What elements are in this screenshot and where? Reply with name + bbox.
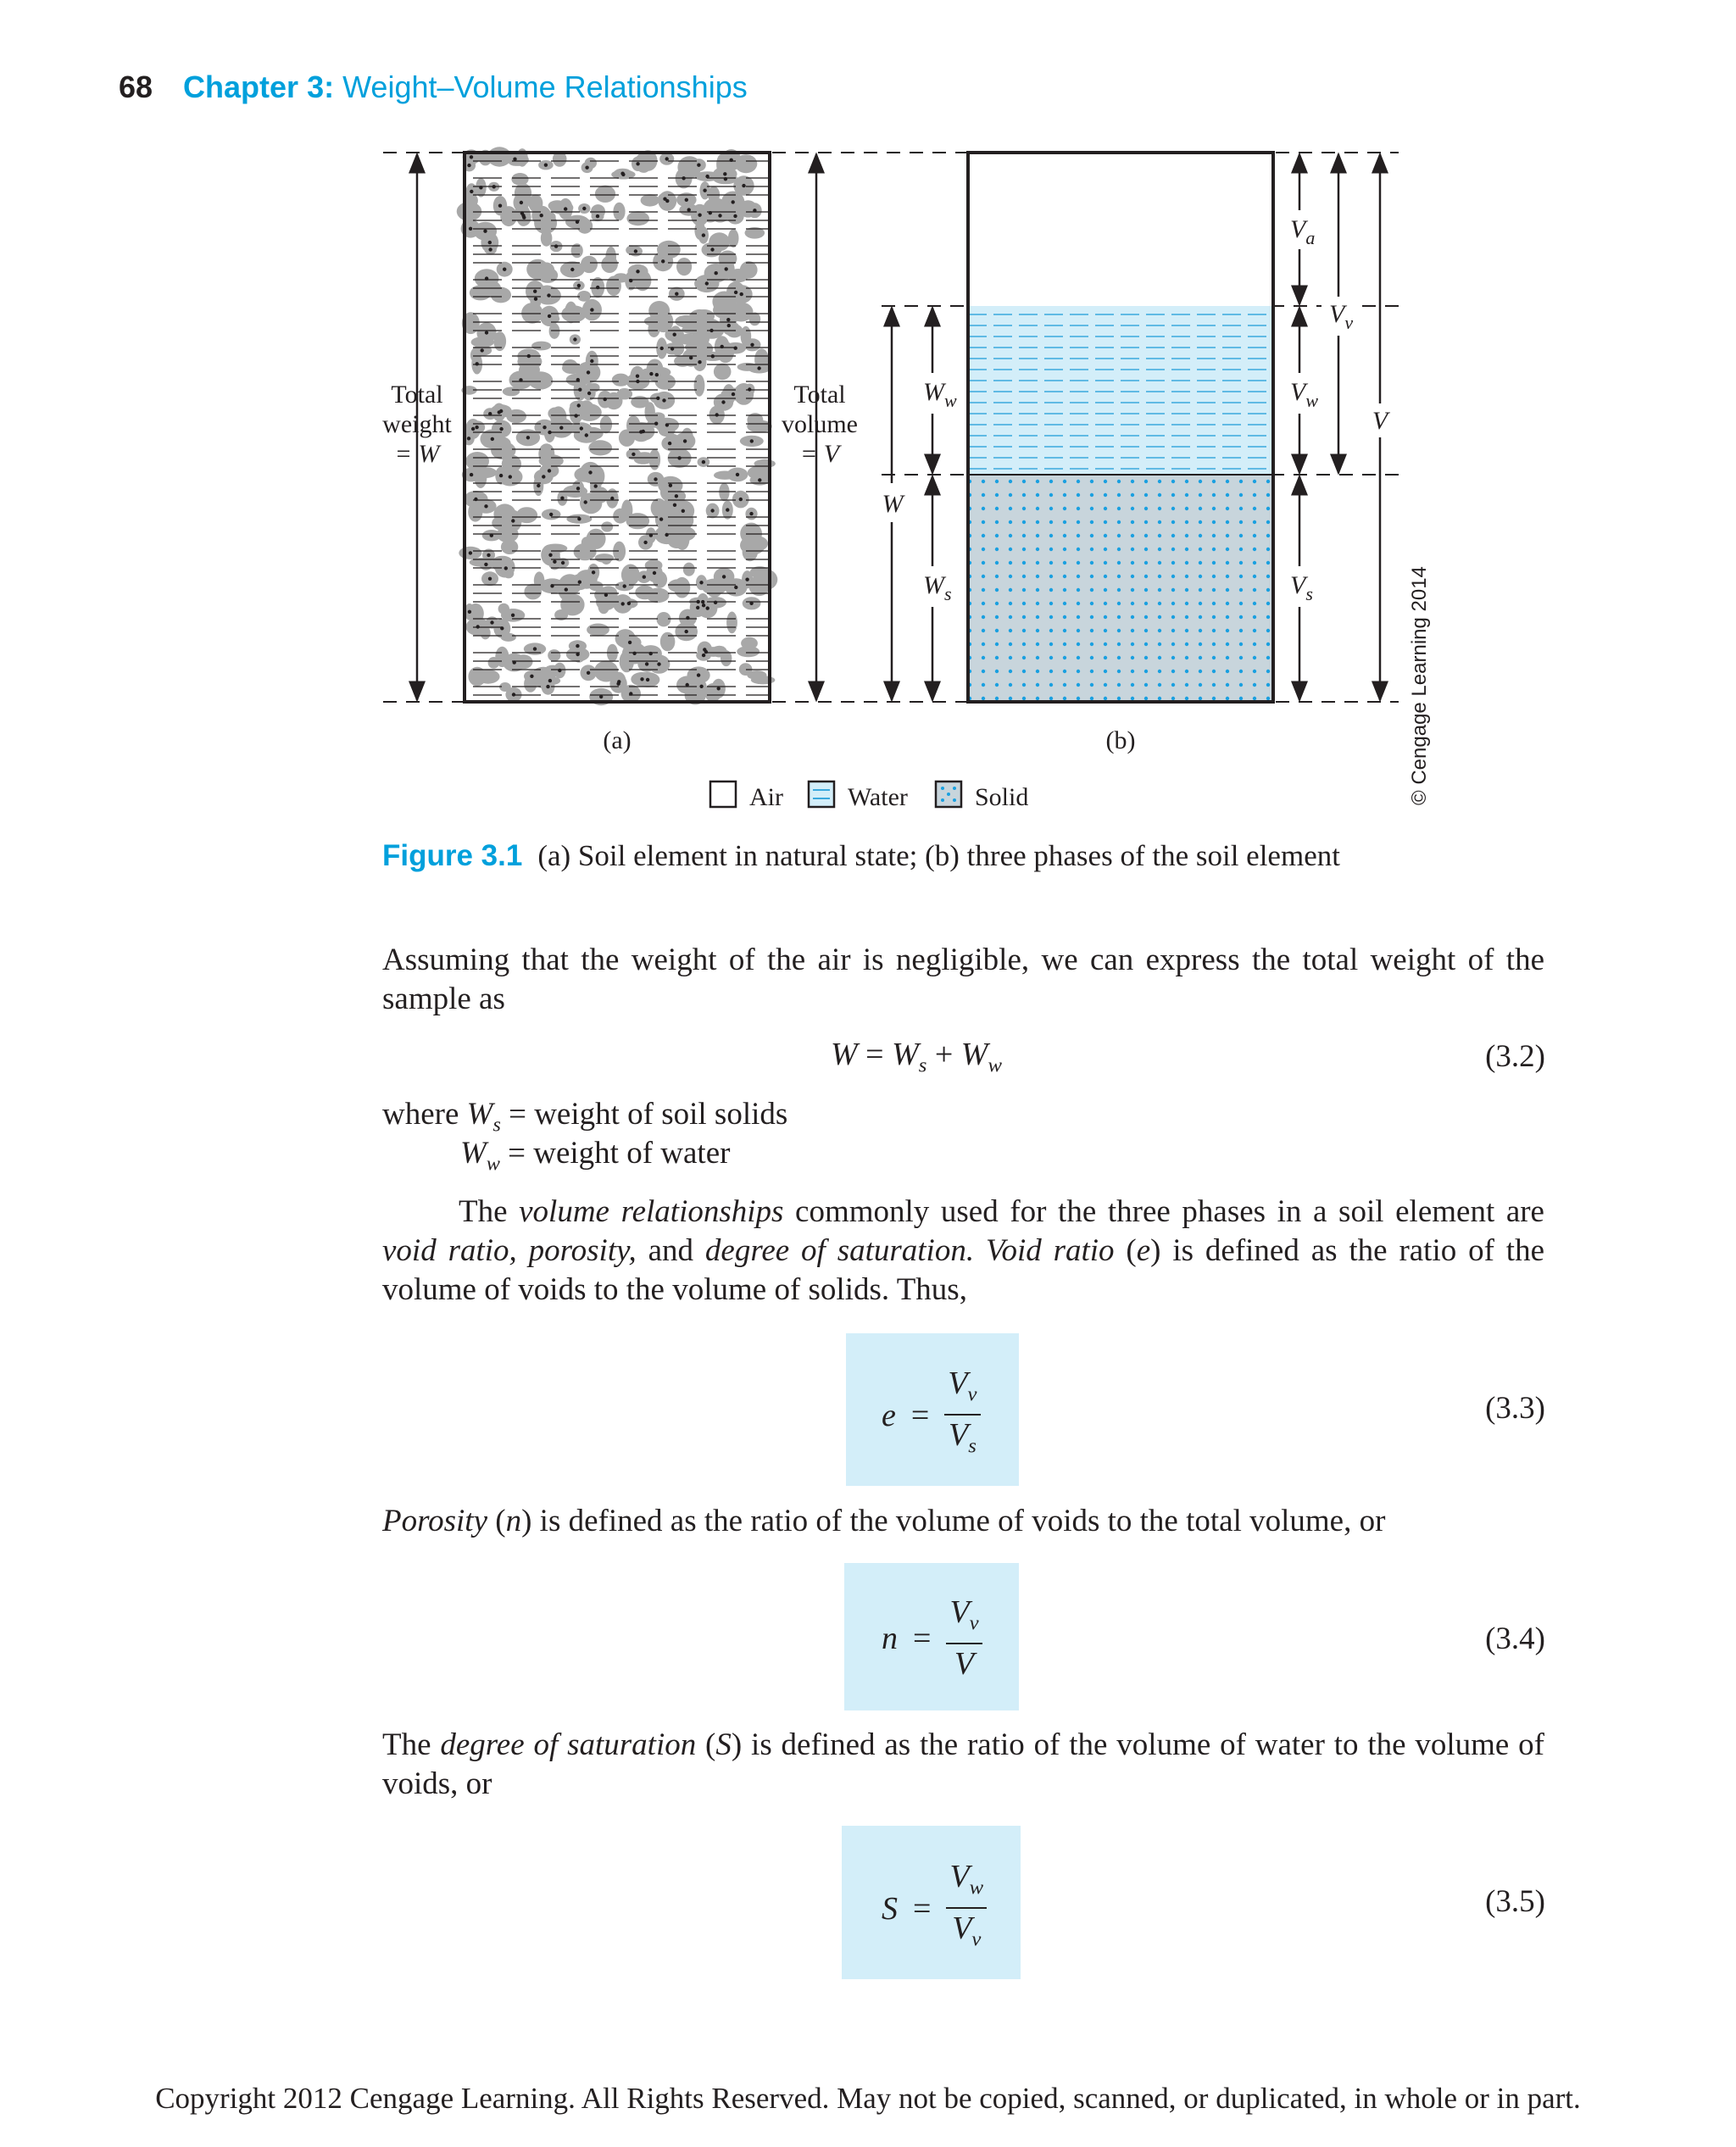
soil-grain-dot — [549, 513, 553, 516]
soil-grain-dot — [471, 427, 475, 431]
eq34-den: V — [954, 1645, 975, 1682]
soil-grain-dot — [757, 366, 760, 370]
label-Vs: $V_s$ — [1290, 571, 1313, 604]
soil-grain-dot — [749, 512, 753, 515]
paragraph-1: Assuming that the weight of the air is negligible, we can express the total weight of the sample as — [382, 943, 1544, 1016]
soil-grain-dot — [553, 560, 556, 564]
soil-grain-dot — [576, 378, 580, 381]
soil-grain-dot — [546, 685, 549, 688]
soil-grain-dot — [655, 373, 659, 376]
soil-grain-dot — [632, 652, 636, 655]
soil-grain-dot — [636, 270, 639, 273]
soil-grain-dot — [654, 477, 657, 481]
soil-grain-dot — [715, 271, 718, 275]
paragraph-3: Porosity (n) is defined as the ratio of the volume of voids to the total volume, or — [382, 1504, 1386, 1538]
soil-grain-dot — [509, 475, 512, 478]
soil-grain-dot — [485, 276, 488, 280]
soil-grain-dot — [705, 175, 709, 178]
soil-grain-dot — [577, 517, 581, 520]
soil-grain-dot — [548, 314, 551, 318]
soil-grain-dot — [470, 190, 473, 193]
soil-grain-dot — [710, 248, 714, 251]
soil-grain-dot — [592, 570, 595, 574]
soil-grain-dot — [621, 602, 625, 605]
soil-grain-dot — [467, 437, 470, 440]
label-Ww: $W_w$ — [923, 378, 957, 411]
soil-grain-dot — [588, 470, 592, 474]
soil-grain-dot — [490, 534, 493, 537]
soil-grain-dot — [469, 227, 472, 231]
soil-grain-dot — [617, 680, 620, 683]
soil-grain-dot — [576, 653, 579, 656]
soil-grain-dot — [481, 348, 484, 352]
soil-grain-dot — [475, 426, 478, 429]
paragraph-4: The degree of saturation (S) is defined as the ratio of the volume of water to the volume of voids, or — [382, 1727, 1544, 1801]
soil-grain-dot — [500, 626, 504, 630]
soil-grain-dot — [623, 584, 626, 587]
soil-grain-dot — [534, 298, 537, 301]
soil-grain-dot — [634, 249, 637, 253]
soil-grain-dot — [636, 162, 639, 165]
soil-element-natural — [457, 147, 778, 705]
soil-grain-dot — [654, 422, 658, 426]
equation-3-4-number: (3.4) — [1485, 1621, 1545, 1656]
where-def-1: = weight of soil solids — [509, 1097, 788, 1132]
soil-grain-dot — [585, 166, 588, 170]
total-volume-label-2: volume — [782, 410, 858, 438]
label-Va: $V_a$ — [1290, 215, 1316, 248]
soil-grain-dot — [548, 553, 552, 557]
soil-grain-dot — [488, 241, 492, 244]
soil-grain-dot — [585, 433, 588, 437]
soil-grain-dot — [628, 641, 632, 644]
soil-grain-dot — [577, 403, 581, 407]
soil-grain-dot — [657, 662, 660, 665]
soil-grain-dot — [519, 378, 522, 381]
figure-label: Figure 3.1 — [382, 839, 523, 872]
soil-grain-dot — [750, 439, 754, 442]
chapter-number: Chapter 3: — [183, 70, 335, 104]
soil-grain-dot — [734, 291, 737, 294]
soil-grain-dot — [732, 392, 735, 396]
soil-grain-dot — [504, 566, 508, 570]
soil-grain-dot — [511, 614, 515, 617]
soil-grain-dot — [484, 563, 487, 566]
figure-3-1-diagram — [0, 0, 1736, 848]
soil-grain-dot — [699, 581, 703, 584]
soil-grain-dot — [643, 576, 646, 579]
soil-grain-dot — [570, 268, 574, 271]
soil-grain-dot — [750, 343, 754, 347]
soil-grain-dot — [604, 398, 607, 401]
soil-grain-dot — [620, 172, 624, 175]
soil-grain-dot — [722, 575, 726, 578]
soil-grain-dot — [696, 606, 699, 609]
soil-grain-dot — [469, 551, 472, 554]
soil-grain-dot — [745, 578, 748, 581]
soil-grain-dot — [470, 155, 473, 159]
label-Ws: $W_s$ — [923, 571, 952, 604]
soil-grain-dot — [714, 601, 717, 604]
soil-grain-dot — [682, 509, 685, 513]
soil-grain-dot — [574, 414, 577, 417]
soil-grain-dot — [468, 610, 471, 614]
soil-grain-dot — [576, 220, 579, 224]
soil-grain-dot — [578, 388, 581, 392]
soil-grain-dot — [533, 647, 537, 650]
soil-grain-dot — [718, 214, 721, 217]
equation-3-2-number: (3.2) — [1485, 1039, 1545, 1074]
soil-grain-dot — [573, 337, 576, 341]
soil-grain-dot — [734, 586, 737, 589]
soil-grain-dot — [548, 679, 552, 682]
soil-grain-dot — [656, 397, 659, 400]
soil-grain-dot — [705, 281, 709, 285]
soil-grain-dot — [577, 284, 581, 287]
soil-grain-dot — [492, 185, 496, 188]
soil-grain-dot — [736, 473, 739, 476]
where-line-1: where $W_s$ = weight of soil solids — [382, 1097, 788, 1137]
soil-grain-dot — [580, 426, 583, 430]
soil-grain-dot — [584, 500, 587, 503]
soil-grain-dot — [673, 503, 676, 507]
soil-grain-dot — [685, 630, 688, 633]
soil-grain-dot — [533, 290, 537, 293]
total-weight-label-2: weight — [382, 410, 452, 438]
soil-grain-dot — [697, 164, 700, 167]
soil-grain-dot — [653, 571, 656, 575]
label-Vv: $V_v$ — [1329, 300, 1354, 333]
soil-grain-dot — [721, 345, 724, 348]
soil-grain-dot — [662, 398, 665, 402]
soil-grain-dot — [499, 427, 503, 431]
soil-grain-dot — [649, 372, 653, 375]
soil-grain-dot — [484, 504, 487, 508]
soil-grain-dot — [513, 158, 516, 161]
soil-grain-dot — [474, 498, 477, 501]
soil-grain-dot — [560, 497, 564, 500]
soil-grain-dot — [668, 442, 671, 445]
soil-grain-dot — [742, 184, 745, 187]
equation-3-3-number: (3.3) — [1485, 1391, 1545, 1426]
soil-grain-dot — [544, 164, 548, 167]
soil-grain-dot — [661, 259, 665, 263]
soil-grain-dot — [675, 292, 678, 296]
soil-grain-dot — [470, 473, 473, 476]
soil-grain-dot — [547, 293, 550, 297]
soil-grain-dot — [467, 164, 470, 167]
soil-grain-dot — [686, 616, 689, 620]
soil-grain-dot — [739, 498, 743, 501]
soil-grain-dot — [659, 517, 663, 520]
soil-grain-dot — [599, 695, 603, 698]
three-phase-column — [968, 153, 1273, 702]
label-Vw: $V_w$ — [1290, 378, 1319, 411]
soil-grain-dot — [632, 453, 635, 456]
soil-grain-dot — [646, 678, 649, 681]
legend-air: Air — [749, 783, 783, 811]
soil-grain-dot — [740, 292, 743, 296]
soil-grain-dot — [709, 211, 712, 214]
soil-grain-dot — [726, 318, 730, 321]
soil-grain-dot — [643, 541, 647, 544]
soil-grain-dot — [702, 233, 705, 236]
soil-grain-dot — [639, 430, 643, 433]
soil-grain-dot — [686, 683, 689, 687]
soil-grain-dot — [542, 475, 545, 478]
soil-grain-dot — [578, 581, 581, 584]
soil-grain-dot — [645, 662, 648, 665]
soil-grain-dot — [520, 201, 523, 204]
soil-grain-dot — [485, 331, 488, 334]
eq35-lhs: S — [882, 1890, 898, 1927]
soil-grain-dot — [548, 469, 551, 472]
soil-grain-dot — [649, 652, 653, 655]
where-line-2: $W_w$ = weight of water — [460, 1136, 731, 1176]
soil-grain-dot — [702, 460, 705, 464]
soil-grain-dot — [724, 177, 727, 181]
total-volume-label-3: = V — [799, 440, 840, 468]
soil-grain-dot — [702, 654, 705, 657]
soil-grain-dot — [488, 248, 492, 251]
soil-grain-dot — [709, 329, 713, 332]
soil-grain-dot — [587, 671, 590, 675]
total-weight-label-1: Total — [391, 381, 443, 409]
soil-grain-dot — [548, 431, 551, 434]
eq34-lhs: n — [882, 1620, 898, 1656]
soil-grain-dot — [522, 216, 526, 220]
soil-grain-dot — [727, 324, 731, 327]
soil-grain-dot — [565, 587, 568, 591]
chapter-title: Weight–Volume Relationships — [342, 70, 748, 104]
soil-grain-dot — [576, 644, 579, 648]
soil-grain-dot — [513, 660, 516, 664]
soil-grain-dot — [677, 456, 681, 459]
soil-grain-dot — [698, 214, 701, 217]
soil-grain-dot — [511, 519, 515, 522]
soil-grain-dot — [673, 333, 676, 337]
legend-solid: Solid — [975, 783, 1029, 811]
soil-grain-dot — [730, 159, 733, 162]
where-def-2: = weight of water — [508, 1136, 731, 1171]
soil-grain-dot — [699, 685, 703, 688]
soil-grain-dot — [732, 200, 735, 203]
soil-grain-dot — [649, 533, 653, 537]
soil-grain-dot — [537, 484, 540, 487]
soil-grain-dot — [665, 533, 668, 537]
soil-grain-dot — [604, 593, 608, 597]
soil-grain-dot — [698, 360, 701, 364]
soil-grain-dot — [710, 509, 714, 512]
soil-grain-dot — [749, 602, 753, 605]
paragraph-2: The volume relationships commonly used for the three phases in a soil element are void ratio, porosity, and degree of saturation. Void ratio (e) is defined as the ratio of the volume of voids to the volume of solids. Thus, — [382, 1194, 1544, 1307]
soil-grain-dot — [758, 478, 761, 481]
soil-grain-dot — [717, 687, 721, 690]
soil-grain-dot — [706, 606, 709, 609]
page-number: 68 — [119, 70, 153, 104]
soil-grain-dot — [687, 208, 691, 211]
label-V: V — [1372, 407, 1388, 435]
equation-3-5-number: (3.5) — [1485, 1884, 1545, 1919]
soil-grain-dot — [587, 370, 590, 374]
soil-grain-dot — [542, 426, 546, 429]
soil-grain-dot — [665, 199, 669, 203]
soil-grain-dot — [702, 603, 705, 607]
total-weight-label-3: = W — [394, 440, 440, 468]
soil-grain-dot — [734, 347, 737, 350]
soil-grain-dot — [704, 650, 708, 654]
copyright-footer: Copyright 2012 Cengage Learning. All Rights Reserved. May not be copied, scanned, or duplicated, in whole or in part. — [155, 2082, 1581, 2115]
soil-grain-dot — [636, 375, 639, 378]
soil-grain-dot — [715, 413, 719, 416]
soil-grain-dot — [629, 279, 632, 282]
soil-grain-dot — [721, 400, 725, 403]
soil-grain-dot — [590, 359, 593, 363]
soil-grain-dot — [726, 508, 729, 511]
soil-grain-dot — [594, 484, 598, 487]
soil-grain-dot — [682, 176, 685, 180]
legend — [710, 781, 1028, 811]
soil-grain-dot — [488, 412, 492, 415]
sublabel-a: (a) — [603, 726, 632, 754]
soil-grain-dot — [669, 484, 672, 487]
soil-grain-dot — [487, 553, 490, 557]
soil-grain-dot — [490, 620, 493, 624]
eq33-lhs: e — [882, 1397, 896, 1433]
soil-grain-dot — [660, 347, 664, 350]
soil-grain-dot — [683, 439, 687, 442]
soil-grain-dot — [558, 669, 561, 672]
soil-grain-dot — [675, 494, 678, 498]
legend-water: Water — [848, 783, 908, 811]
soil-grain-dot — [483, 230, 487, 233]
soil-grain-dot — [526, 436, 530, 439]
soil-grain-dot — [723, 172, 726, 175]
soil-grain-dot — [753, 209, 756, 212]
equation-3-3: e = $\frac{V_v}{V_s}$ — [882, 1365, 981, 1466]
soil-grain-dot — [491, 437, 494, 441]
soil-grain-dot — [685, 198, 688, 202]
soil-grain-dot — [527, 354, 531, 358]
soil-grain-dot — [512, 692, 515, 696]
equation-3-2: $W = W_s + W_w$ — [831, 1037, 1002, 1077]
soil-grain-dot — [587, 392, 591, 395]
soil-grain-dot — [590, 308, 593, 311]
soil-grain-dot — [636, 380, 639, 383]
soil-grain-dot — [689, 356, 693, 359]
soil-grain-dot — [697, 673, 700, 676]
soil-grain-dot — [670, 347, 674, 350]
soil-grain-dot — [697, 600, 700, 603]
soil-grain-dot — [550, 584, 554, 587]
soil-grain-dot — [559, 426, 563, 430]
soil-grain-dot — [476, 362, 479, 365]
soil-grain-dot — [499, 474, 503, 477]
image-credit: © Cengage Learning 2014 — [1408, 566, 1431, 805]
figure-caption-text: (a) Soil element in natural state; (b) three phases of the soil element — [537, 839, 1340, 872]
soil-grain-dot — [530, 675, 533, 678]
where-word: where — [382, 1097, 459, 1132]
equation-3-5: S = $\frac{V_w}{V_v}$ — [882, 1858, 987, 1959]
sublabel-b: (b) — [1105, 726, 1136, 754]
figure-caption — [382, 839, 1340, 873]
soil-grain-dot — [479, 186, 482, 189]
label-W: W — [882, 490, 904, 518]
soil-grain-dot — [629, 692, 632, 695]
soil-grain-dot — [665, 423, 669, 426]
soil-grain-dot — [576, 487, 580, 490]
soil-grain-dot — [561, 561, 565, 565]
soil-grain-dot — [610, 497, 614, 500]
soil-grain-dot — [476, 625, 480, 628]
soil-grain-dot — [540, 214, 543, 217]
soil-grain-dot — [582, 207, 586, 210]
soil-grain-dot — [701, 600, 704, 603]
soil-grain-dot — [498, 204, 502, 208]
soil-grain-dot — [627, 602, 631, 605]
total-volume-label-1: Total — [793, 381, 846, 409]
soil-grain-dot — [503, 268, 506, 271]
soil-grain-dot — [711, 354, 715, 358]
soil-grain-dot — [640, 677, 643, 681]
soil-grain-dot — [733, 214, 737, 218]
equation-3-4: n = $\frac{V_v}{V}$ — [882, 1594, 982, 1683]
soil-grain-dot — [665, 157, 669, 160]
soil-grain-dot — [488, 577, 492, 581]
soil-grain-dot — [498, 410, 501, 414]
soil-grain-dot — [554, 244, 558, 248]
soil-grain-dot — [748, 387, 751, 391]
soil-grain-dot — [703, 189, 706, 192]
soil-grain-dot — [596, 286, 599, 289]
soil-grain-dot — [596, 214, 599, 218]
soil-grain-dot — [725, 267, 728, 270]
soil-grain-dot — [564, 207, 567, 210]
